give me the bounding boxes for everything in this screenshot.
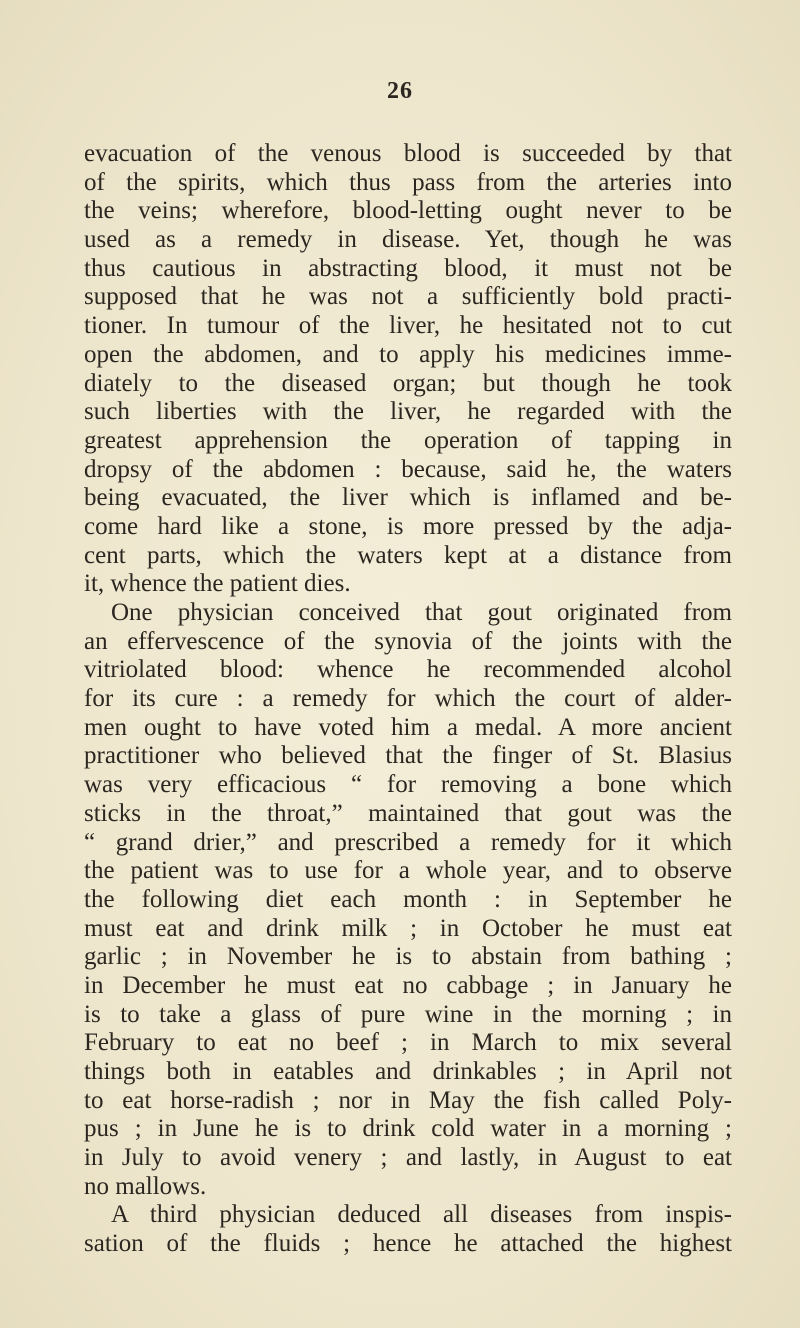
text-line: cent parts, which the waters kept at a distance from (84, 541, 732, 569)
text-line: open the abdomen, and to apply his medicines imme- (84, 340, 732, 368)
text-line: is to take a glass of pure wine in the morning ; in (84, 1000, 732, 1028)
text-line: evacuation of the venous blood is succeeded by that (84, 140, 732, 167)
text-line: men ought to have voted him a medal. A more ancient (84, 713, 732, 741)
text-line: of the spirits, which thus pass from the arteries into (84, 168, 732, 196)
text-line: pus ; in June he is to drink cold water in a morning ; (84, 1115, 732, 1143)
text-line: was very efficacious “ for removing a bone which (84, 771, 732, 799)
text-line: things both in eatables and drinkables ; in April not (84, 1058, 732, 1085)
text-line: for its cure : a remedy for which the court of alder- (84, 685, 732, 713)
text-line: supposed that he was not a sufficiently bold practi- (84, 283, 732, 311)
text-line: used as a remedy in disease. Yet, though he was (84, 226, 732, 254)
text-line: the patient was to use for a whole year, and to observe (84, 857, 732, 885)
text-line: being evacuated, the liver which is inflamed and be- (84, 484, 732, 512)
text-line: the following diet each month : in September he (84, 885, 732, 913)
text-line: such liberties with the liver, he regarded with the (84, 398, 732, 426)
text-line: in December he must eat no cabbage ; in January he (84, 971, 732, 999)
text-line: One physician conceived that gout originated from (111, 599, 732, 626)
page-number: 26 (387, 78, 413, 104)
text-line: garlic ; in November he is to abstain from bathing ; (84, 943, 732, 971)
text-line: in July to avoid venery ; and lastly, in August to eat (84, 1144, 732, 1172)
text-line: February to eat no beef ; in March to mix several (84, 1029, 732, 1057)
text-line: diately to the diseased organ; but though he took (84, 369, 732, 397)
text-line: an effervescence of the synovia of the joints with the (84, 627, 732, 655)
text-line: greatest apprehension the operation of tapping in (84, 426, 732, 454)
text-line: to eat horse-radish ; nor in May the fish called Poly- (84, 1086, 732, 1114)
text-line: sticks in the throat,” maintained that gout was the (84, 799, 732, 827)
body-text (84, 140, 732, 1259)
text-line: A third physician deduced all diseases from inspis- (111, 1201, 732, 1229)
text-line: it, whence the patient dies. (84, 570, 351, 598)
text-line: tioner. In tumour of the liver, he hesitated not to cut (84, 312, 732, 340)
text-line: vitriolated blood: whence he recommended alcohol (84, 656, 732, 684)
text-line: practitioner who believed that the finger of St. Blasius (84, 742, 732, 770)
text-line: sation of the fluids ; hence he attached the highest (84, 1230, 732, 1258)
text-line: no mallows. (84, 1172, 207, 1200)
text-line: dropsy of the abdomen : because, said he, the waters (84, 455, 732, 483)
text-line: must eat and drink milk ; in October he must eat (84, 914, 732, 942)
text-line: come hard like a stone, is more pressed by the adja- (84, 512, 732, 540)
text-line: thus cautious in abstracting blood, it must not be (84, 254, 732, 282)
text-line: “ grand drier,” and prescribed a remedy for it which (84, 828, 732, 856)
text-line: the veins; wherefore, blood-letting ought never to be (84, 197, 732, 225)
